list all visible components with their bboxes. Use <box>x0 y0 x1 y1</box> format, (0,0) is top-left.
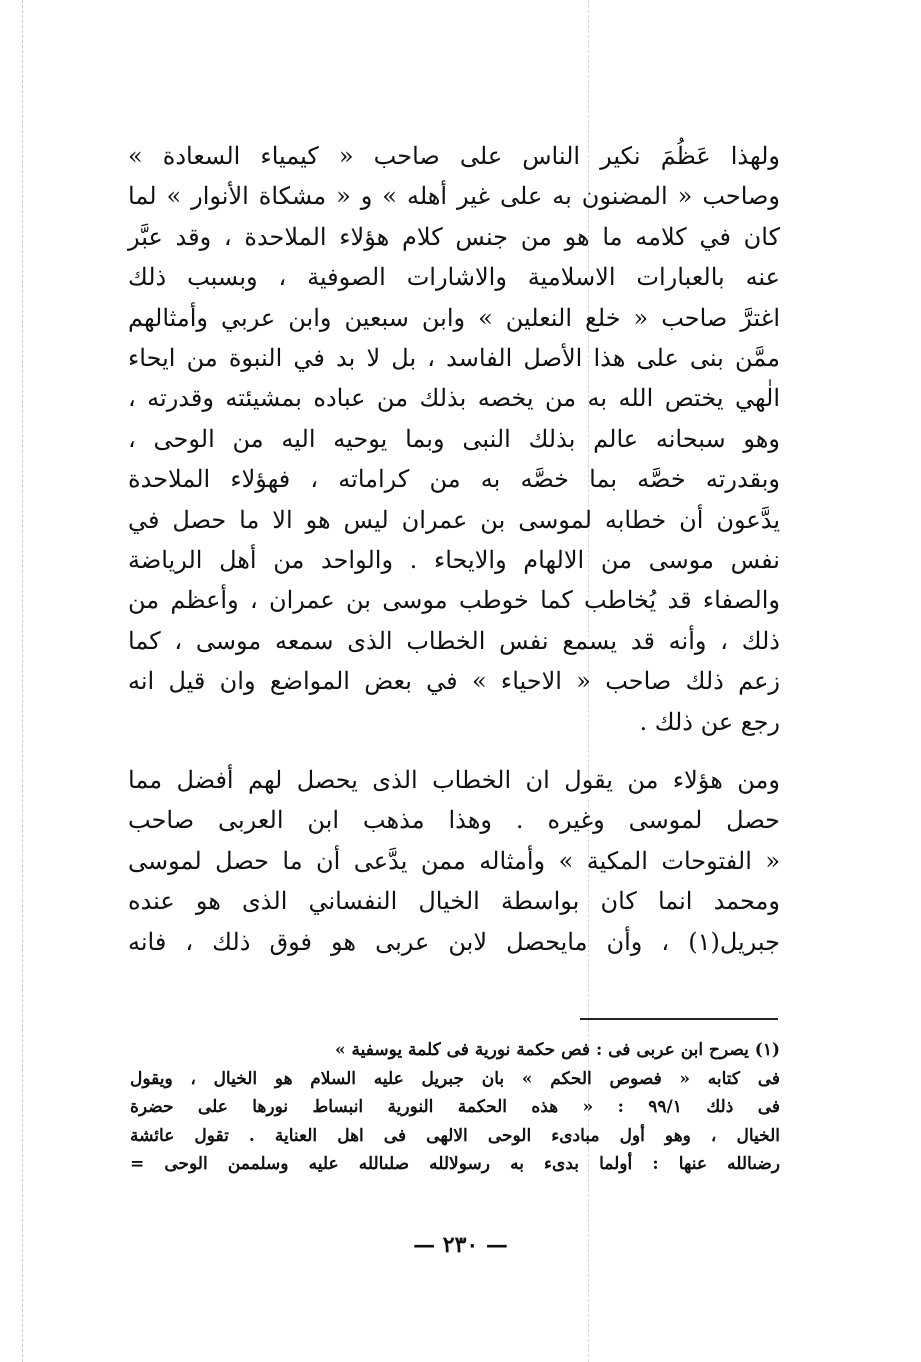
text-line: « الفتوحات المكية » وأمثاله ممن يدَّعى أن ما حصل لموسى <box>128 846 780 875</box>
footnote <box>130 1036 780 1179</box>
text-line: الٰهي يختص الله به من يخصه بذلك من عباده بمشيئته وقدرته ، <box>128 384 780 413</box>
text-line: ومحمد انما كان بواسطة الخيال النفساني الذى هو عنده <box>128 887 780 916</box>
text-line: ولهذا عَظُمَ نكير الناس على صاحب « كيمياء السعادة » <box>128 142 780 170</box>
text-line: والصفاء قد يُخاطب كما خوطب موسى بن عمران ، وأعظم من <box>128 586 780 615</box>
footnote-separator <box>580 1018 778 1020</box>
text-line: اغترَّ صاحب « خلع النعلين » وابن سبعين وابن عربي وأمثالهم <box>128 303 780 332</box>
footnote-line: (١) يصرح ابن عربى فى : فص حكمة نورية فى كلمة يوسفية » <box>334 1040 780 1060</box>
text-line: رجع عن ذلك . <box>639 707 780 736</box>
text-line: ومن هؤلاء من يقول ان الخطاب الذى يحصل لهم أفضل مما <box>128 766 780 794</box>
body-paragraph-2 <box>128 760 780 962</box>
footnote-line: فى كتابه « فصوص الحكم » بان جبريل عليه السلام هو الخيال ، ويقول <box>130 1068 780 1089</box>
footnote-line: الخيال ، وهو أول مبادىء الوحى الالهى فى اهل العناية . تقول عائشة <box>130 1125 780 1146</box>
text-line: نفس موسى من الالهام والايحاء . والواحد من أهل الرياضة <box>128 546 780 575</box>
page-number: — ٢٣٠ — <box>413 1232 508 1258</box>
text-line: زعم ذلك صاحب « الاحياء » في بعض المواضع وان قيل انه <box>128 667 780 696</box>
scan-fold-line-left <box>22 0 23 1362</box>
text-line: وبقدرته خصَّه بما خصَّه به من كراماته ، فهؤلاء الملاحدة <box>128 465 780 494</box>
text-line: وصاحب « المضنون به على غير أهله » و « مشكاة الأنوار » لما <box>128 182 780 211</box>
footnote-line: فى ذلك ٩٩/١ : « هذه الحكمة النورية انبساط نورها على حضرة <box>130 1097 780 1118</box>
text-line: وهو سبحانه عالم بذلك النبى وبما يوحيه اليه من الوحى ، <box>128 424 780 453</box>
text-line: يدَّعون أن خطابه لموسى بن عمران ليس هو الا ما حصل في <box>128 505 781 534</box>
body-paragraph-1 <box>128 136 780 742</box>
text-line: ممَّن بنى على هذا الأصل الفاسد ، بل لا بد في النبوة من ايحاء <box>128 344 780 373</box>
text-line: عنه بالعبارات الاسلامية والاشارات الصوفية ، وبسبب ذلك <box>128 263 780 292</box>
footnote-line: رضىالله عنها : أولما بدىء به رسولالله صلىالله عليه وسلممن الوحى = <box>130 1154 780 1175</box>
text-line: حصل لموسى وغيره . وهذا مذهب ابن العربى صاحب <box>128 806 780 835</box>
text-line: كان في كلامه ما هو من جنس كلام هؤلاء الملاحدة ، وقد عبَّر <box>128 222 780 251</box>
text-line: ذلك ، وأنه قد يسمع نفس الخطاب الذى سمعه موسى ، كما <box>128 626 780 655</box>
text-line: جبريل(١) ، وأن مايحصل لابن عربى هو فوق ذلك ، فانه <box>128 927 780 956</box>
